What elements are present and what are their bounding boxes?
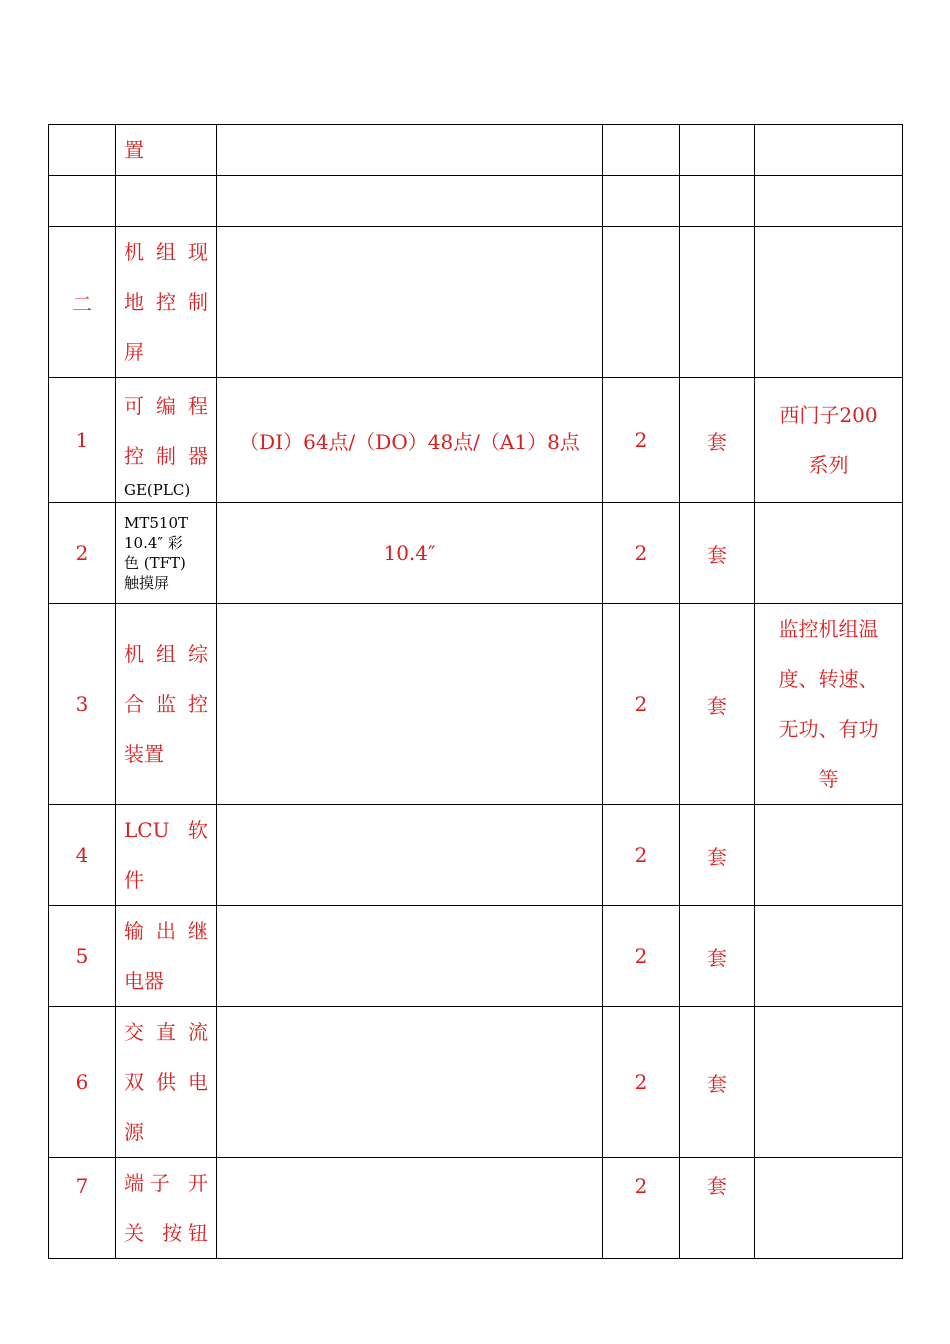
item-name: LCU软件 — [116, 805, 217, 906]
equipment-table — [48, 124, 903, 1259]
item-spec — [217, 1158, 603, 1259]
item-spec — [217, 604, 603, 805]
item-spec — [217, 227, 603, 378]
item-remark — [755, 125, 903, 176]
item-qty — [603, 125, 680, 176]
item-spec — [217, 906, 603, 1007]
item-unit: 套 — [680, 378, 755, 503]
item-qty — [603, 227, 680, 378]
item-name: 机 组 综 合 监 控 装置 — [116, 604, 217, 805]
table-row — [49, 1158, 903, 1259]
row-number: 3 — [49, 604, 116, 805]
item-spec — [217, 125, 603, 176]
row-number — [49, 176, 116, 227]
table-row — [49, 176, 903, 227]
row-number: 二 — [49, 227, 116, 378]
item-unit: 套 — [680, 1007, 755, 1158]
item-remark: 西门子200 系列 — [755, 378, 903, 503]
table-row — [49, 604, 903, 805]
row-number: 6 — [49, 1007, 116, 1158]
row-number: 4 — [49, 805, 116, 906]
table-row — [49, 503, 903, 604]
item-qty: 2 — [603, 378, 680, 503]
item-unit — [680, 125, 755, 176]
item-name: 可 编 程 控 制 器 GE(PLC) — [116, 378, 217, 503]
table-row — [49, 378, 903, 503]
item-remark: 监控机组温 度、转速、 无功、有功 等 — [755, 604, 903, 805]
item-remark — [755, 1007, 903, 1158]
item-spec — [217, 1007, 603, 1158]
item-remark — [755, 1158, 903, 1259]
item-name: MT510T 10.4″ 彩 色 (TFT) 触摸屏 — [116, 503, 217, 604]
item-qty: 2 — [603, 906, 680, 1007]
row-number: 1 — [49, 378, 116, 503]
item-qty: 2 — [603, 1007, 680, 1158]
item-remark — [755, 906, 903, 1007]
item-unit: 套 — [680, 1158, 755, 1259]
item-spec: （DI）64点/（DO）48点/（A1）8点 — [217, 378, 603, 503]
item-unit: 套 — [680, 604, 755, 805]
row-number — [49, 125, 116, 176]
item-remark — [755, 227, 903, 378]
item-qty: 2 — [603, 805, 680, 906]
item-unit: 套 — [680, 503, 755, 604]
item-unit: 套 — [680, 805, 755, 906]
item-unit: 套 — [680, 906, 755, 1007]
item-spec — [217, 805, 603, 906]
row-number: 2 — [49, 503, 116, 604]
row-number: 7 — [49, 1158, 116, 1259]
table-row — [49, 227, 903, 378]
item-remark — [755, 805, 903, 906]
item-remark — [755, 176, 903, 227]
item-name: 端子 开 关 按钮 — [116, 1158, 217, 1259]
table-row — [49, 805, 903, 906]
item-name: 输 出 继 电器 — [116, 906, 217, 1007]
item-name: 置 — [116, 125, 217, 176]
item-qty: 2 — [603, 503, 680, 604]
item-name: 交 直 流 双 供 电 源 — [116, 1007, 217, 1158]
table-row — [49, 1007, 903, 1158]
item-spec: 10.4″ — [217, 503, 603, 604]
item-qty: 2 — [603, 1158, 680, 1259]
item-qty: 2 — [603, 604, 680, 805]
item-remark — [755, 503, 903, 604]
row-number: 5 — [49, 906, 116, 1007]
item-spec — [217, 176, 603, 227]
table-row — [49, 125, 903, 176]
item-name — [116, 176, 217, 227]
item-unit — [680, 176, 755, 227]
item-unit — [680, 227, 755, 378]
item-name: 机 组 现 地 控 制 屏 — [116, 227, 217, 378]
table-row — [49, 906, 903, 1007]
item-qty — [603, 176, 680, 227]
